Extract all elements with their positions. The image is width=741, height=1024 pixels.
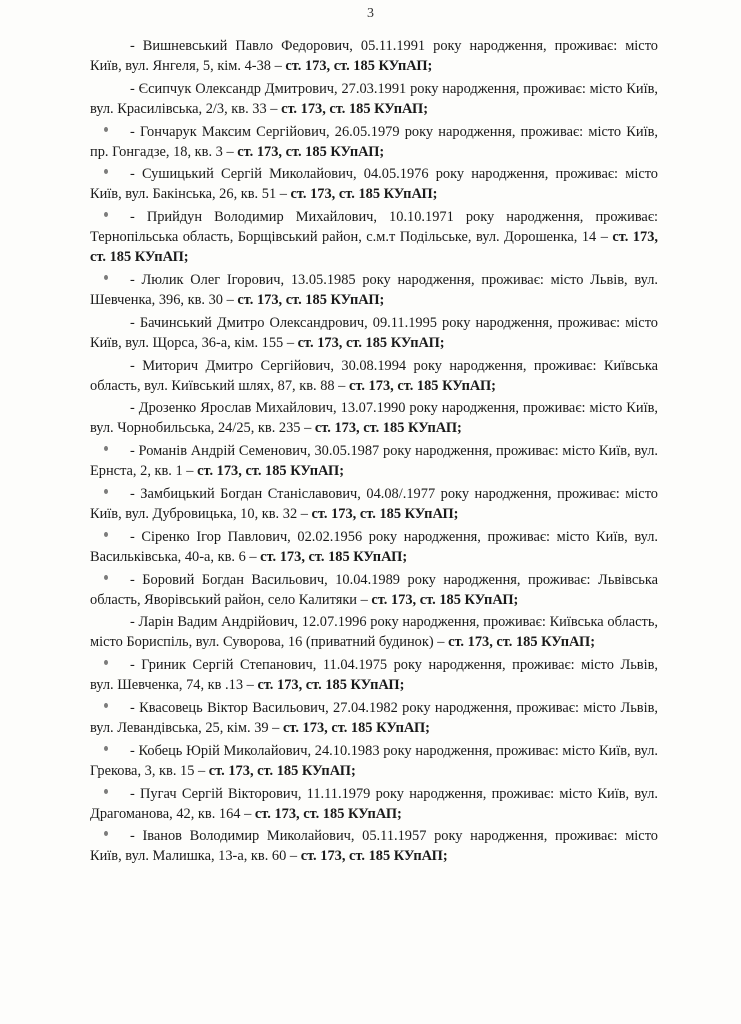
pencil-mark-icon (104, 575, 108, 580)
list-item (90, 441, 658, 481)
entry-text: - Сіренко Ігор Павлович, 02.02.1956 року народження, проживає: місто Київ, вул. Васильківська, 40-а, кв. 6 – (90, 528, 658, 565)
entry-law-reference: ст. 173, ст. 185 КУпАП; (90, 229, 658, 266)
pencil-mark-icon (104, 489, 108, 494)
entry-law-reference: ст. 173, ст. 185 КУпАП; (448, 634, 596, 651)
entry-law-reference: ст. 173, ст. 185 КУпАП; (257, 677, 405, 694)
entry-law-reference: ст. 173, ст. 185 КУпАП; (300, 848, 448, 865)
list-item (90, 784, 658, 824)
entry-text: - Пугач Сергій Вікторович, 11.11.1979 року народження, проживає: місто Київ, вул. Драгоманова, 42, кв. 164 – (90, 785, 658, 822)
pencil-mark-icon (104, 746, 108, 751)
pencil-mark-icon (104, 275, 108, 280)
list-item (90, 826, 658, 866)
pencil-mark-icon (104, 660, 108, 665)
entry-text: - Ларін Вадим Андрійович, 12.07.1996 року народження, проживає: Київська область, місто Бориспіль, вул. Суворова, 16 (приватний будинок) – (90, 614, 658, 651)
pencil-mark-icon (104, 446, 108, 451)
list-item (90, 612, 658, 652)
entry-text: - Вишневський Павло Федорович, 05.11.1991 року народження, проживає: місто Київ, вул. Янгеля, 5, кім. 4-38 – (90, 38, 658, 74)
list-item (90, 398, 658, 438)
entry-text: - Прийдун Володимир Михайлович, 10.10.1971 року народження, проживає: Тернопільська область, Борщівський район, с.м.т Подільське, вул. Дорошенка, 14 – (90, 209, 658, 246)
list-item (90, 313, 658, 353)
entry-law-reference: ст. 173, ст. 185 КУпАП; (297, 334, 445, 351)
list-item (90, 570, 658, 610)
entry-law-reference: ст. 173, ст. 185 КУпАП; (311, 505, 459, 522)
list-item (90, 207, 658, 267)
entry-text: - Бачинський Дмитро Олександрович, 09.11.1995 року народження, проживає: місто Київ, вул. Щорса, 36-а, кім. 155 – (90, 314, 658, 351)
entry-law-reference: ст. 173, ст. 185 КУпАП; (290, 186, 438, 203)
pencil-mark-icon (104, 127, 108, 132)
entry-law-reference: ст. 173, ст. 185 КУпАП; (348, 377, 496, 394)
list-item (90, 655, 658, 695)
pencil-mark-icon (104, 789, 108, 794)
list-item (90, 484, 658, 524)
list-item (90, 122, 658, 162)
entry-law-reference: ст. 173, ст. 185 КУпАП; (285, 58, 433, 74)
entry-text: - Гончарук Максим Сергійович, 26.05.1979 року народження, проживає: місто Київ, пр. Гонгадзе, 18, кв. 3 – (90, 123, 658, 160)
list-item (90, 741, 658, 781)
entry-law-reference: ст. 173, ст. 185 КУпАП; (208, 762, 356, 779)
entry-text: - Кобець Юрій Миколайович, 24.10.1983 року народження, проживає: місто Київ, вул. Грекова, 3, кв. 15 – (90, 742, 658, 779)
entry-text: - Іванов Володимир Миколайович, 05.11.1957 року народження, проживає: місто Київ, вул. Малишка, 13-а, кв. 60 – (90, 828, 658, 865)
entry-text: - Дрозенко Ярослав Михайлович, 13.07.1990 року народження, проживає: місто Київ, вул. Чорнобильська, 24/25, кв. 235 – (90, 400, 658, 437)
entry-law-reference: ст. 173, ст. 185 КУпАП; (282, 719, 430, 736)
pencil-mark-icon (104, 169, 108, 174)
entry-law-reference: ст. 173, ст. 185 КУпАП; (237, 143, 385, 160)
entry-text: - Люлик Олег Ігорович, 13.05.1985 року народження, проживає: місто Львів, вул. Шевченка, 396, кв. 30 – (90, 271, 658, 308)
entry-law-reference: ст. 173, ст. 185 КУпАП; (260, 548, 408, 565)
entry-text: - Гриник Сергій Степанович, 11.04.1975 року народження, проживає: місто Львів, вул. Шевченка, 74, кв .13 – (90, 657, 658, 694)
pencil-mark-icon (104, 831, 108, 836)
list-item (90, 698, 658, 738)
entry-text: - Замбицький Богдан Станіславович, 04.08/.1977 року народження, проживає: місто Київ, вул. Дубровицька, 10, кв. 32 – (90, 485, 658, 522)
entry-text: - Єсипчук Олександр Дмитрович, 27.03.1991 року народження, проживає: місто Київ, вул. Красилівська, 2/3, кв. 33 – (90, 80, 658, 117)
entry-text: - Сушицький Сергій Миколайович, 04.05.1976 року народження, проживає: місто Київ, вул. Бакінська, 26, кв. 51 – (90, 166, 658, 203)
entries-list (90, 36, 658, 869)
list-item (90, 36, 658, 76)
list-item (90, 164, 658, 204)
entry-text: - Миторич Дмитро Сергійович, 30.08.1994 року народження, проживає: Київська область, вул. Київський шлях, 87, кв. 88 – (90, 357, 658, 394)
pencil-mark-icon (104, 703, 108, 708)
entry-text: - Романів Андрій Семенович, 30.05.1987 року народження, проживає: місто Київ, вул. Ернста, 2, кв. 1 – (90, 443, 658, 480)
entry-law-reference: ст. 173, ст. 185 КУпАП; (237, 291, 385, 308)
entry-law-reference: ст. 173, ст. 185 КУпАП; (371, 591, 519, 608)
entry-text: - Боровий Богдан Васильович, 10.04.1989 року народження, проживає: Львівська область, Яворівський район, село Калитяки – (90, 571, 658, 608)
entry-law-reference: ст. 173, ст. 185 КУпАП; (197, 463, 345, 480)
list-item (90, 79, 658, 119)
page-number: 3 (367, 6, 374, 21)
entry-law-reference: ст. 173, ст. 185 КУпАП; (314, 420, 462, 437)
pencil-mark-icon (104, 532, 108, 537)
entry-text: - Квасовець Віктор Васильович, 27.04.1982 року народження, проживає: місто Львів, вул. Левандівська, 25, кім. 39 – (90, 699, 658, 736)
entry-law-reference: ст. 173, ст. 185 КУпАП; (281, 100, 429, 117)
pencil-mark-icon (104, 212, 108, 217)
list-item (90, 527, 658, 567)
entry-law-reference: ст. 173, ст. 185 КУпАП; (254, 805, 402, 822)
list-item (90, 270, 658, 310)
list-item (90, 356, 658, 396)
